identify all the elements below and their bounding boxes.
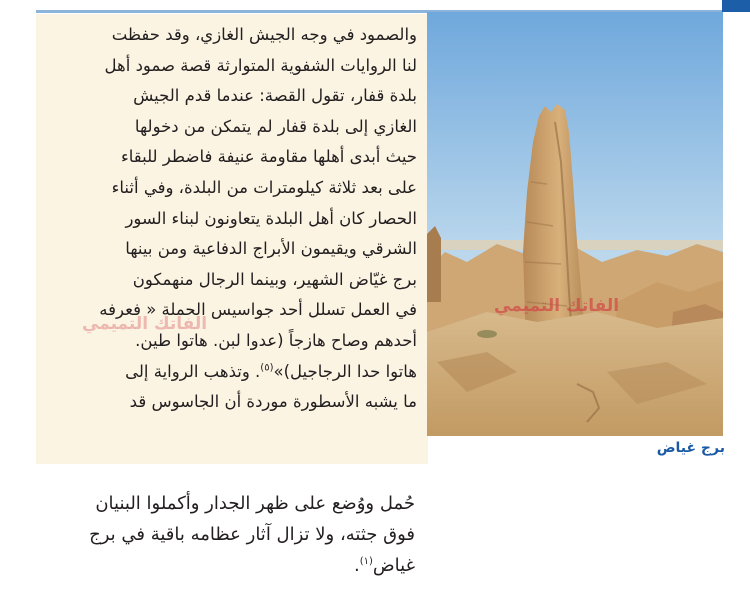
ruined-mud-tower-photo [427,12,723,436]
text-segment: وتذهب الرواية إلى [125,361,250,381]
tower-photo [427,12,723,436]
text-line: ما يشبه الأسطورة موردة أن الجاسوس قد [129,392,417,412]
text-line: برج غيّاض الشهير، وبينما الرجال منهمكون [132,269,417,289]
body-text-column [52,20,417,418]
text-line: على بعد ثلاثة كيلومترات من البلدة، وفي أثناء [111,177,417,197]
text-line: بلدة قفار، تقول القصة: عندما قدم الجيش [133,86,417,106]
footnote-marker: (١) [359,556,373,567]
text-line: الحصار كان أهل البلدة يتعاونون لبناء السور [125,208,417,228]
text-segment: غياض [372,555,415,576]
text-line: فوق جثته، ولا تزال آثار عظامه باقية في برج [89,524,415,545]
text-line: حُمل ووُضع على ظهر الجدار وأكملوا البنيان [95,493,415,514]
text-line: والصمود في وجه الجيش الغازي، وقد حفظت [111,25,417,44]
text-segment: هاتوا حدا الرجاجيل)» [273,361,417,381]
watermark-text: الفاتك التميمي [82,314,208,334]
text-separator: . [249,361,261,381]
page-corner-marker [722,0,750,12]
text-line: الغازي إلى بلدة قفار لم يتمكن من دخولها [134,116,417,136]
text-line: في العمل تسلل أحد جواسيس الحملة « فعرفه [99,300,417,320]
text-line-with-footnote [52,357,417,388]
footnote-marker: (٥) [260,362,274,374]
end-period: . [353,555,360,576]
watermark-text: الفاتك التميمي [494,296,620,316]
text-line: حيث أبدى أهلها مقاومة عنيفة فاضطر للبقاء [120,147,417,167]
text-line: الشرقي ويقيمون الأبراج الدفاعية ومن بينها [125,239,417,259]
text-line: لنا الروايات الشفوية المتوارثة قصة صمود أهل [104,55,417,75]
text-line-with-footnote [50,550,415,581]
text-line: أحدهم وصاح هازجاً (عدوا لبن. هاتوا طين. [135,330,417,350]
photo-caption: برج غياض [656,440,725,456]
lower-text-block [50,488,415,581]
